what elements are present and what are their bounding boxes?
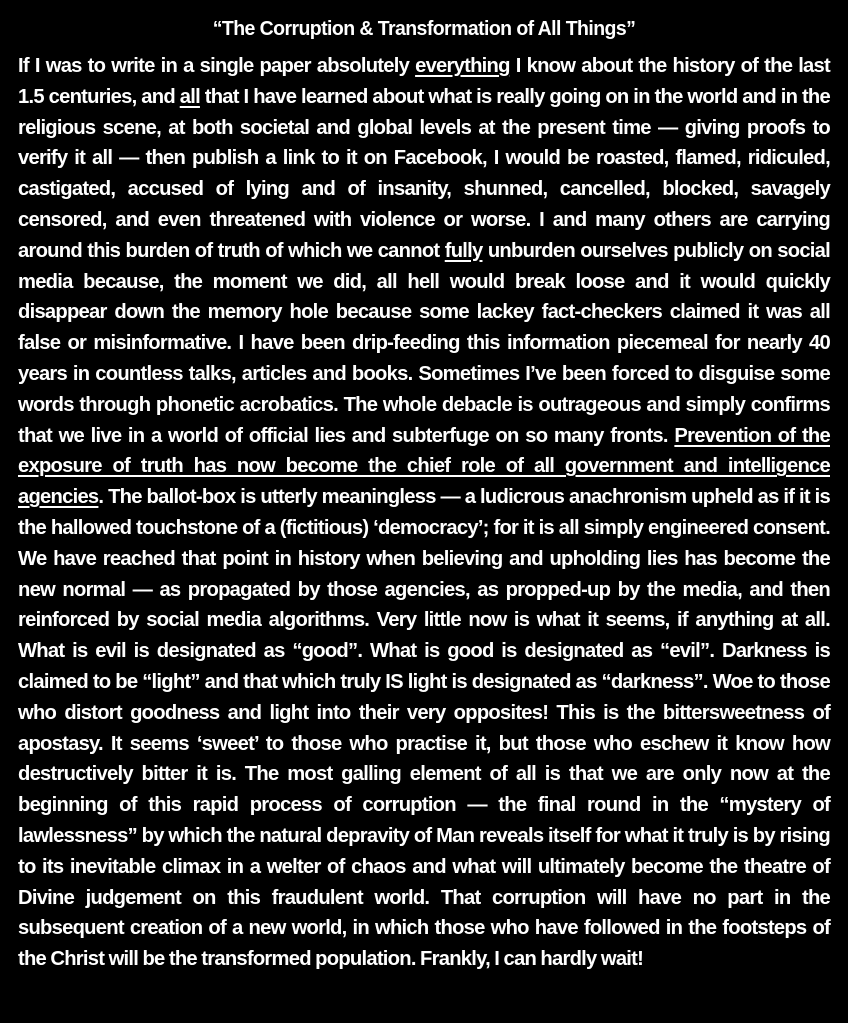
underlined-emphasis: Prevention of the exposure of truth has now become the chief role of all government and intelligence agencies xyxy=(18,424,830,509)
body-text-segment: that I have learned about what is really going on in the world and in the religious scene, at both societal and global levels at the present time — giving proofs to verify it all — then publish a link to it on Facebook, I would be roasted, flamed, ridiculed, castigated, accused of lying and of insanity, shunned, cancelled, blocked, savagely censored, and even threatened with violence or worse. I and many others are carrying around this burden of truth of which we cannot xyxy=(18,85,830,262)
body-paragraph xyxy=(18,51,830,975)
body-text-segment: unburden ourselves publicly on social media because, the moment we did, all hell would break loose and it would quickly disappear down the memory hole because some lackey fact-checkers claimed it was all false or misinformative. I have been drip-feeding this information piecemeal for nearly 40 years in countless talks, articles and books. Sometimes I’ve been forced to disguise some words through phonetic acrobatics. The whole debacle is outrageous and simply confirms that we live in a world of official lies and subterfuge on so many fronts. xyxy=(18,239,830,447)
body-text-segment: I know about the history of the last 1.5 centuries, and xyxy=(18,55,830,108)
body-text-segment: . The ballot-box is utterly meaningless — a ludicrous anachronism upheld as if it is the hallowed touchstone of a (fictitious) ‘democracy’; for it is all simply engineered consent. We have reached that point in history when believing and upholding lies has become the new normal — as propagated by those agencies, as propped-up by the media, and then reinforced by social media algorithms. Very little now is what it seems, if anything at all. What is evil is designated as “good”. What is good is designated as “evil”. Darkness is claimed to be “light” and that which truly IS light is designated as “darkness”. Woe to those who distort goodness and light into their very opposites! This is the bittersweetness of apostasy. It seems ‘sweet’ to those who practise it, but those who eschew it know how destructively bitter it is. The most galling element of all is that we are only now at the beginning of this rapid process of corruption — the final round in the “mystery of lawlessness” by which the natural depravity of Man reveals itself for what it truly is by rising to its inevitable climax in a welter of chaos and what will ultimately become the theatre of Divine judgement on this fraudulent world. That corruption will have no part in the subsequent creation of a new world, in which those who have followed in the footsteps of the Christ will be the transformed population. Frankly, I can hardly wait! xyxy=(18,486,830,971)
underlined-emphasis: fully xyxy=(444,239,483,262)
document-title: “The Corruption & Transformation of All Things” xyxy=(212,17,636,40)
underlined-emphasis: everything xyxy=(415,55,510,77)
underlined-emphasis: all xyxy=(179,85,200,108)
body-text-segment: If I was to write in a single paper absolutely xyxy=(18,55,416,77)
